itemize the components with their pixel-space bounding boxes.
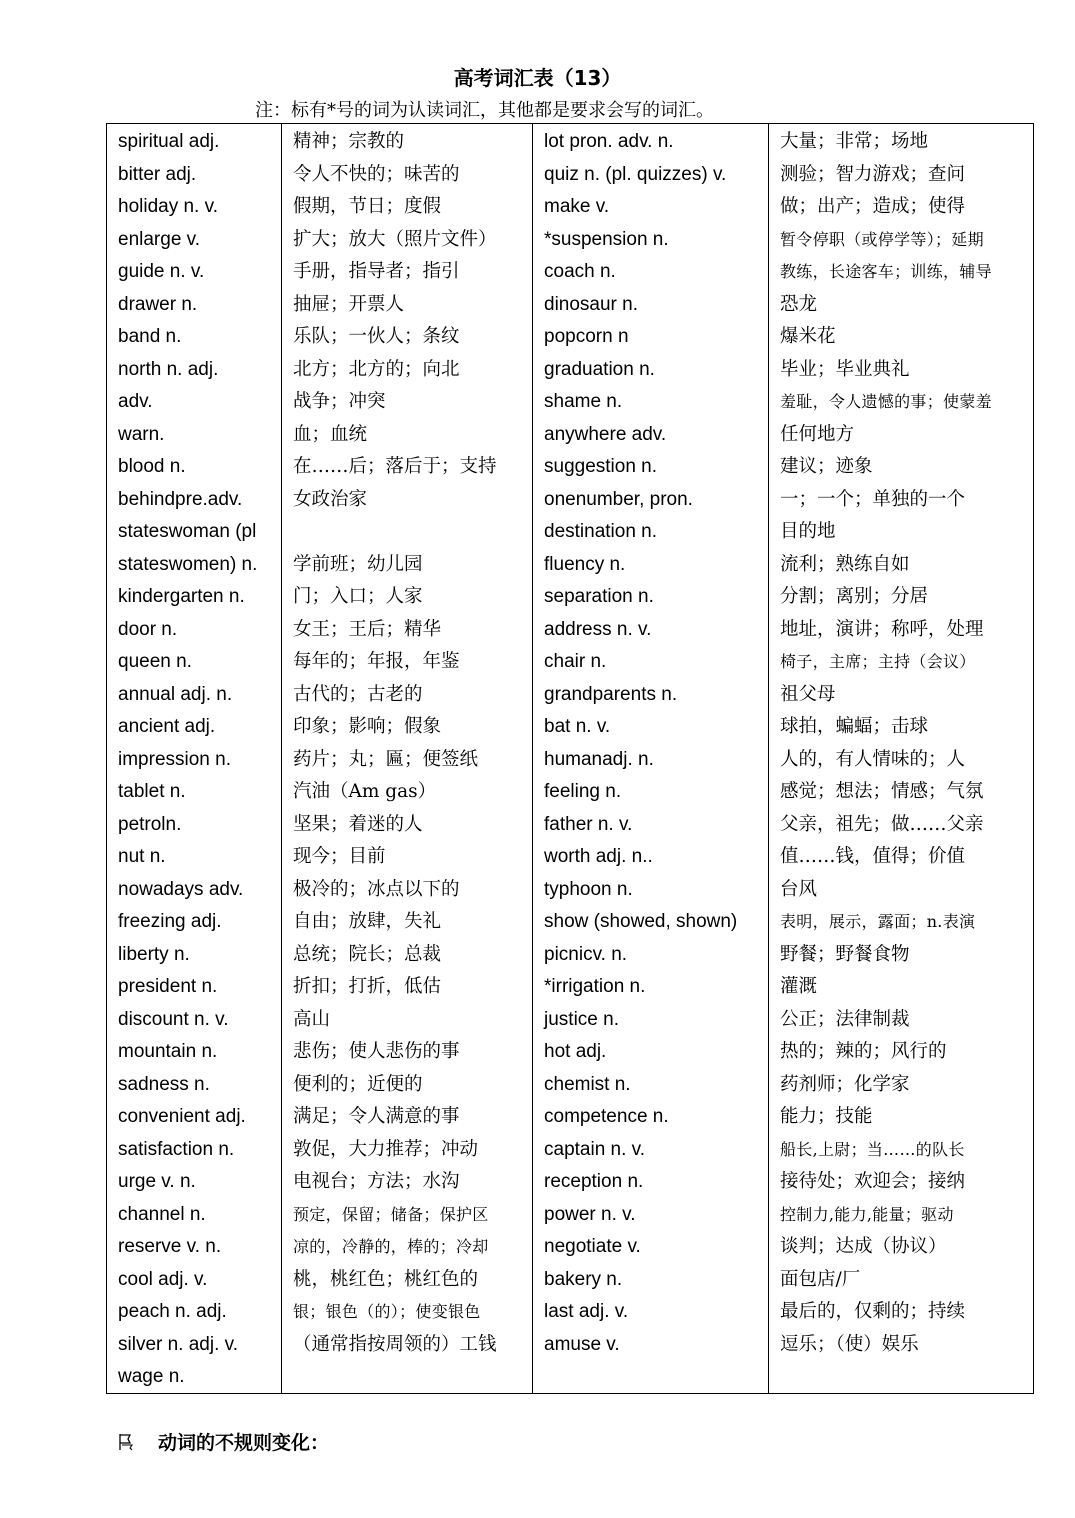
word-c3-row-17: chair n. — [544, 651, 607, 672]
definition-c2-row-6: 抽屉；开票人 — [293, 293, 405, 315]
definition-c2-row-38: （通常指按周领的）工钱 — [293, 1333, 497, 1355]
definition-c4-row-1: 大量；非常；场地 — [780, 131, 929, 152]
column-english-1 — [107, 124, 281, 1393]
definition-c2-row-23: 现今；目前 — [293, 846, 386, 867]
definition-c2-row-18: 古代的；古老的 — [293, 683, 423, 705]
word-c3-row-37: last adj. v. — [544, 1301, 629, 1322]
word-c1-row-34: channel n. — [118, 1203, 206, 1225]
definition-c2-row-8: 北方；北方的；向北 — [293, 358, 460, 380]
word-c3-row-14: fluency n. — [544, 553, 626, 575]
definition-c2-row-32: 敦促，大力推荐；冲动 — [293, 1138, 479, 1160]
page-note: 注：标有*号的词为认读词汇，其他都是要求会写的词汇。 — [255, 100, 714, 121]
definition-c4-row-24: 台风 — [780, 878, 818, 900]
definition-c2-row-25: 自由；放肆，失礼 — [293, 911, 442, 932]
definition-c4-row-32: 船长,上尉；当……的队长 — [780, 1139, 965, 1159]
word-c3-row-3: make v. — [544, 196, 610, 217]
word-c1-row-20: impression n. — [118, 748, 231, 770]
word-c1-row-3: holiday n. v. — [118, 196, 218, 217]
definition-c2-row-29: 悲伤；使人悲伤的事 — [293, 1041, 460, 1062]
definition-c4-row-27: 灌溉 — [780, 976, 818, 997]
definition-c2-row-14: 学前班；幼儿园 — [293, 553, 423, 575]
column-chinese-2 — [768, 124, 1034, 1393]
word-c1-row-1: spiritual adj. — [118, 131, 220, 152]
word-c3-row-28: justice n. — [544, 1008, 619, 1030]
definition-c2-row-22: 坚果；着迷的人 — [293, 813, 423, 835]
definition-c4-row-30: 药剂师；化学家 — [780, 1073, 910, 1095]
word-c3-row-7: popcorn n — [544, 326, 629, 347]
definition-c2-row-15: 门；入口；人家 — [293, 586, 423, 607]
word-c1-row-21: tablet n. — [118, 781, 186, 802]
definition-c2-row-7: 乐队；一伙人；条纹 — [293, 326, 460, 347]
definition-c4-row-31: 能力；技能 — [780, 1106, 873, 1127]
word-c3-row-11: suggestion n. — [544, 456, 658, 477]
word-c3-row-10: anywhere adv. — [544, 423, 667, 445]
word-c3-row-6: dinosaur n. — [544, 293, 639, 315]
definition-c2-row-31: 满足；令人满意的事 — [293, 1106, 460, 1127]
word-c1-row-14: stateswomen) n. — [118, 553, 258, 575]
definition-c4-row-26: 野餐；野餐食物 — [780, 943, 910, 965]
definition-c2-row-37: 银；银色（的）；使变银色 — [293, 1302, 481, 1321]
definition-c2-row-24: 极冷的；冰点以下的 — [293, 878, 460, 900]
word-c1-row-28: discount n. v. — [118, 1008, 229, 1030]
definition-c2-row-5: 手册，指导者；指引 — [293, 261, 460, 282]
vocabulary-table — [106, 123, 1034, 1394]
word-c3-row-38: amuse v. — [544, 1333, 620, 1355]
word-c1-row-11: blood n. — [118, 456, 186, 477]
word-c3-row-22: father n. v. — [544, 813, 633, 835]
definition-c2-row-16: 女王；王后；精华 — [293, 618, 442, 640]
word-c3-row-32: captain n. v. — [544, 1138, 646, 1160]
word-c1-row-18: annual adj. n. — [118, 683, 233, 705]
word-c1-row-36: cool adj. v. — [118, 1268, 208, 1290]
definition-c4-row-36: 面包店/厂 — [780, 1268, 861, 1290]
word-c3-row-2: quiz n. (pl. quizzes) v. — [544, 163, 727, 185]
definition-c4-row-39 — [769, 1361, 1034, 1394]
word-c1-row-13: stateswoman (pl — [118, 521, 257, 542]
definition-c2-row-34: 预定，保留；储备；保护区 — [293, 1204, 489, 1224]
word-c1-row-7: band n. — [118, 326, 182, 347]
word-c1-row-31: convenient adj. — [118, 1106, 246, 1127]
word-c1-row-17: queen n. — [118, 651, 192, 672]
word-c1-row-23: nut n. — [118, 846, 166, 867]
word-c1-row-37: peach n. adj. — [118, 1301, 227, 1322]
definition-c2-row-19: 印象；影响；假象 — [293, 716, 442, 737]
word-c3-row-8: graduation n. — [544, 358, 655, 380]
word-c1-row-33: urge v. n. — [118, 1171, 196, 1192]
definition-c2-row-20: 药片；丸；匾；便签纸 — [293, 748, 479, 770]
word-c3-row-36: bakery n. — [544, 1268, 623, 1290]
definition-c4-row-4: 暂令停职（或停学等）；延期 — [780, 229, 984, 249]
word-c1-row-38: silver n. adj. v. — [118, 1333, 239, 1355]
definition-c4-row-6: 恐龙 — [780, 293, 818, 315]
definition-c4-row-23: 值……钱，值得；价值 — [780, 846, 966, 867]
definition-c4-row-22: 父亲，祖先；做……父亲 — [780, 813, 984, 835]
word-c3-row-13: destination n. — [544, 521, 658, 542]
definition-c4-row-18: 祖父母 — [780, 683, 836, 705]
word-c3-row-29: hot adj. — [544, 1041, 607, 1062]
word-c3-row-23: worth adj. n.. — [544, 846, 653, 867]
definition-c4-row-8: 毕业；毕业典礼 — [780, 358, 910, 380]
word-c3-row-30: chemist n. — [544, 1073, 631, 1095]
definition-c4-row-33: 接待处；欢迎会；接纳 — [780, 1171, 966, 1192]
word-c3-row-12: onenumber, pron. — [544, 488, 693, 510]
word-c3-row-4: *suspension n. — [544, 228, 669, 250]
word-c1-row-16: door n. — [118, 618, 178, 640]
definition-c2-row-33: 电视台；方法；水沟 — [293, 1171, 460, 1192]
word-c1-row-39: wage n. — [118, 1366, 185, 1387]
definition-c4-row-3: 做；出产；造成；使得 — [780, 196, 966, 217]
word-c1-row-30: sadness n. — [118, 1073, 210, 1095]
word-c3-row-21: feeling n. — [544, 781, 622, 802]
definition-c2-row-28: 高山 — [293, 1008, 331, 1030]
definition-c4-row-16: 地址，演讲；称呼，处理 — [780, 618, 984, 640]
page-title: 高考词汇表（13） — [453, 66, 622, 90]
definition-c4-row-9: 羞耻，令人遗憾的事；使蒙羞 — [780, 392, 992, 411]
word-c1-row-6: drawer n. — [118, 293, 198, 315]
word-c3-row-27: *irrigation n. — [544, 976, 646, 997]
definition-c2-row-35: 凉的，冷静的，棒的；冷却 — [293, 1237, 489, 1256]
definition-c2-row-9: 战争；冲突 — [293, 391, 386, 412]
definition-c2-row-10: 血；血统 — [293, 423, 368, 445]
definition-c2-row-39 — [282, 1361, 533, 1394]
word-c3-row-31: competence n. — [544, 1106, 669, 1127]
column-english-2 — [532, 124, 769, 1393]
definition-c2-row-17: 每年的；年报，年鉴 — [293, 651, 460, 672]
definition-c4-row-20: 人的，有人情味的；人 — [780, 748, 966, 770]
word-c3-row-5: coach n. — [544, 261, 616, 282]
word-c3-row-1: lot pron. adv. n. — [544, 131, 674, 152]
definition-c2-row-11: 在……后；落后于；支持 — [293, 456, 497, 477]
definition-c4-row-5: 教练，长途客车；训练，辅导 — [780, 262, 992, 281]
word-c3-row-20: humanadj. n. — [544, 748, 654, 770]
definition-c2-row-12: 女政治家 — [293, 488, 368, 510]
definition-c4-row-11: 建议；迹象 — [780, 456, 873, 477]
definition-c4-row-34: 控制力,能力,能量；驱动 — [780, 1204, 954, 1224]
word-c1-row-26: liberty n. — [118, 943, 190, 965]
definition-c4-row-19: 球拍，蝙蝠；击球 — [780, 716, 929, 737]
word-c1-row-35: reserve v. n. — [118, 1236, 222, 1257]
definition-c4-row-29: 热的；辣的；风行的 — [780, 1041, 947, 1062]
definition-c4-row-2: 测验；智力游戏；查问 — [780, 163, 966, 185]
definition-c4-row-14: 流利；熟练自如 — [780, 553, 910, 575]
definition-c2-row-30: 便利的；近便的 — [293, 1073, 423, 1095]
word-c3-row-15: separation n. — [544, 586, 654, 607]
word-c3-row-19: bat n. v. — [544, 716, 611, 737]
word-c3-row-18: grandparents n. — [544, 683, 678, 705]
definition-c2-row-2: 令人不快的；味苦的 — [293, 163, 460, 185]
definition-c4-row-17: 椅子，主席；主持（会议） — [780, 652, 976, 671]
word-c1-row-19: ancient adj. — [118, 716, 216, 737]
word-c3-row-35: negotiate v. — [544, 1236, 641, 1257]
definition-c4-row-21: 感觉；想法；情感；气氛 — [780, 781, 984, 802]
definition-c2-row-1: 精神；宗教的 — [293, 131, 405, 152]
column-chinese-1 — [281, 124, 533, 1393]
word-c1-row-4: enlarge v. — [118, 228, 201, 250]
word-c1-row-22: petroln. — [118, 813, 182, 835]
definition-c4-row-35: 谈判；达成（协议） — [780, 1236, 947, 1257]
word-c1-row-10: warn. — [118, 423, 165, 445]
word-c3-row-26: picnicv. n. — [544, 943, 628, 965]
word-c3-row-24: typhoon n. — [544, 878, 633, 900]
word-c1-row-2: bitter adj. — [118, 163, 197, 185]
definition-c2-row-3: 假期，节日；度假 — [293, 196, 442, 217]
word-c1-row-9: adv. — [118, 391, 153, 412]
definition-c4-row-12: 一；一个；单独的一个 — [780, 488, 966, 510]
word-c1-row-27: president n. — [118, 976, 218, 997]
definition-c4-row-37: 最后的，仅剩的；持续 — [780, 1301, 966, 1322]
definition-c4-row-13: 目的地 — [780, 521, 836, 542]
flag-bullet-icon — [118, 1433, 134, 1451]
definition-c2-row-21: 汽油（Am gas） — [293, 781, 437, 802]
definition-c4-row-25: 表明，展示，露面；n.表演 — [780, 912, 976, 931]
definition-c4-row-15: 分割；离别；分居 — [780, 586, 929, 607]
word-c1-row-5: guide n. v. — [118, 261, 205, 282]
word-c3-row-16: address n. v. — [544, 618, 652, 640]
definition-c4-row-28: 公正；法律制裁 — [780, 1008, 910, 1030]
definition-c2-row-13 — [282, 516, 533, 549]
definition-c4-row-38: 逗乐；（使）娱乐 — [780, 1333, 919, 1355]
definition-c2-row-36: 桃，桃红色；桃红色的 — [293, 1268, 479, 1290]
definition-c4-row-10: 任何地方 — [780, 423, 855, 445]
word-c1-row-32: satisfaction n. — [118, 1138, 235, 1160]
word-c3-row-33: reception n. — [544, 1171, 644, 1192]
section-heading-text: 动词的不规则变化： — [158, 1432, 330, 1454]
word-c3-row-25: show (showed, shown) — [544, 911, 738, 932]
definition-c2-row-27: 折扣；打折，低估 — [293, 976, 442, 997]
definition-c2-row-4: 扩大；放大（照片文件） — [293, 228, 497, 250]
word-c3-row-34: power n. v. — [544, 1203, 636, 1225]
word-c1-row-24: nowadays adv. — [118, 878, 244, 900]
word-c3-row-9: shame n. — [544, 391, 623, 412]
section-heading — [118, 1428, 329, 1455]
definition-c4-row-7: 爆米花 — [780, 326, 836, 347]
word-c1-row-12: behindpre.adv. — [118, 488, 243, 510]
word-c1-row-15: kindergarten n. — [118, 586, 245, 607]
word-c1-row-25: freezing adj. — [118, 911, 222, 932]
word-c1-row-8: north n. adj. — [118, 358, 219, 380]
definition-c2-row-26: 总统；院长；总裁 — [293, 943, 442, 965]
word-c1-row-29: mountain n. — [118, 1041, 218, 1062]
word-c3-row-39 — [533, 1361, 769, 1394]
